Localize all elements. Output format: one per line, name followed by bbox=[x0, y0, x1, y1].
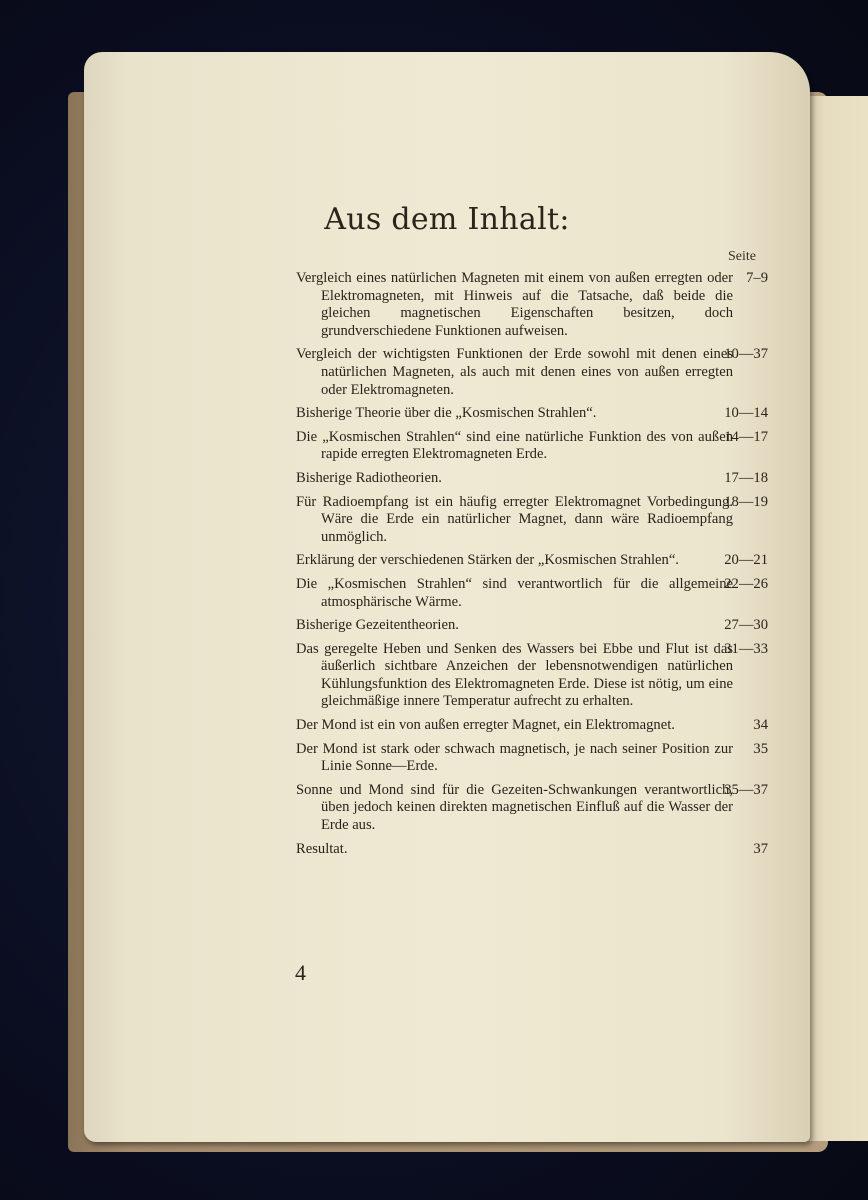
toc-entry bbox=[296, 641, 772, 711]
toc-entry-pages: 35 bbox=[753, 740, 768, 757]
toc-entry-text: Resultat. bbox=[296, 840, 348, 857]
toc-entry-pages: 10—14 bbox=[724, 405, 768, 422]
toc-entry bbox=[296, 717, 772, 735]
toc-entry-pages: 34 bbox=[753, 717, 768, 734]
toc-entry-text: Vergleich eines natürlichen Magneten mit einem von außen erregten oder Elektromagneten, mit Hinweis auf die Tatsache, daß beide die gleichen magnetischen Eigenschaften besitzen, doch grundverschiedene Funktionen aufweisen. bbox=[296, 270, 733, 339]
toc-entry bbox=[296, 782, 772, 835]
toc-entry-text: Erklärung der verschiedenen Stärken der „Kosmischen Strahlen“. bbox=[296, 552, 679, 569]
toc-entry-pages: 35—37 bbox=[724, 781, 768, 798]
toc-entry-pages: 27—30 bbox=[724, 617, 768, 634]
toc-entry-pages: 31—33 bbox=[724, 640, 768, 657]
toc-entry-text: Die „Kosmischen Strahlen“ sind verantwortlich für die allgemeine atmosphärische Wärme. bbox=[296, 575, 733, 610]
toc-entry-pages: 22—26 bbox=[724, 575, 768, 592]
toc-entry bbox=[296, 470, 772, 488]
toc-entry bbox=[296, 741, 772, 776]
toc-entry-pages: 14—17 bbox=[724, 428, 768, 445]
toc-entry-text: Bisherige Gezeitentheorien. bbox=[296, 617, 459, 634]
page-title: Aus dem Inhalt: bbox=[324, 202, 570, 237]
toc-entry bbox=[296, 552, 772, 570]
toc-entry-pages: 20—21 bbox=[724, 552, 768, 569]
toc-entry-pages: 17—18 bbox=[724, 469, 768, 486]
toc-entry-text: Das geregelte Heben und Senken des Wassers bei Ebbe und Flut ist das äußerlich sichtbare Anzeichen der lebensnotwendigen natürlichen Kühlungsfunktion des Elektromagneten Erde. Diese ist nötig, um eine gleichmäßige innere Temperatur aufrecht zu erhalten. bbox=[296, 640, 733, 710]
toc-entry bbox=[296, 576, 772, 611]
toc-entry-text: Für Radioempfang ist ein häufig erregter Elektromagnet Vorbedingung. Wäre die Erde ein natürlicher Magnet, dann wäre Radioempfang unmöglich. bbox=[296, 493, 733, 545]
book-page bbox=[84, 52, 810, 1142]
toc-entry-text: Bisherige Radiotheorien. bbox=[296, 469, 442, 486]
toc-entry-pages: 10—37 bbox=[724, 346, 768, 363]
toc-entry-text: Vergleich der wichtigsten Funktionen der Erde sowohl mit denen eines natürlichen Magneten, als auch mit denen eines von außen erregten oder Elektromagneten. bbox=[296, 346, 733, 398]
table-of-contents bbox=[296, 270, 772, 864]
toc-entry-text: Bisherige Theorie über die „Kosmischen Strahlen“. bbox=[296, 405, 597, 422]
seite-column-label: Seite bbox=[728, 249, 756, 264]
toc-entry-text: Der Mond ist stark oder schwach magnetisch, je nach seiner Position zur Linie Sonne—Erde. bbox=[296, 740, 733, 775]
toc-entry-text: Die „Kosmischen Strahlen“ sind eine natürliche Funktion des von außen rapide erregten Elektromagneten Erde. bbox=[296, 428, 733, 463]
toc-entry bbox=[296, 346, 772, 399]
toc-entry bbox=[296, 429, 772, 464]
toc-entry-text: Der Mond ist ein von außen erregter Magnet, ein Elektromagnet. bbox=[296, 717, 675, 734]
toc-entry-pages: 18—19 bbox=[724, 493, 768, 510]
toc-entry bbox=[296, 494, 772, 547]
toc-entry bbox=[296, 841, 772, 859]
toc-entry bbox=[296, 405, 772, 423]
page-number: 4 bbox=[295, 960, 306, 985]
toc-entry-pages: 37 bbox=[753, 840, 768, 857]
toc-entry bbox=[296, 617, 772, 635]
toc-entry bbox=[296, 270, 772, 340]
toc-entry-pages: 7–9 bbox=[746, 270, 768, 286]
toc-entry-text: Sonne und Mond sind für die Gezeiten-Schwankungen verantwortlich, üben jedoch keinen direkten magnetischen Einfluß auf die Wasser der Erde aus. bbox=[296, 781, 733, 834]
